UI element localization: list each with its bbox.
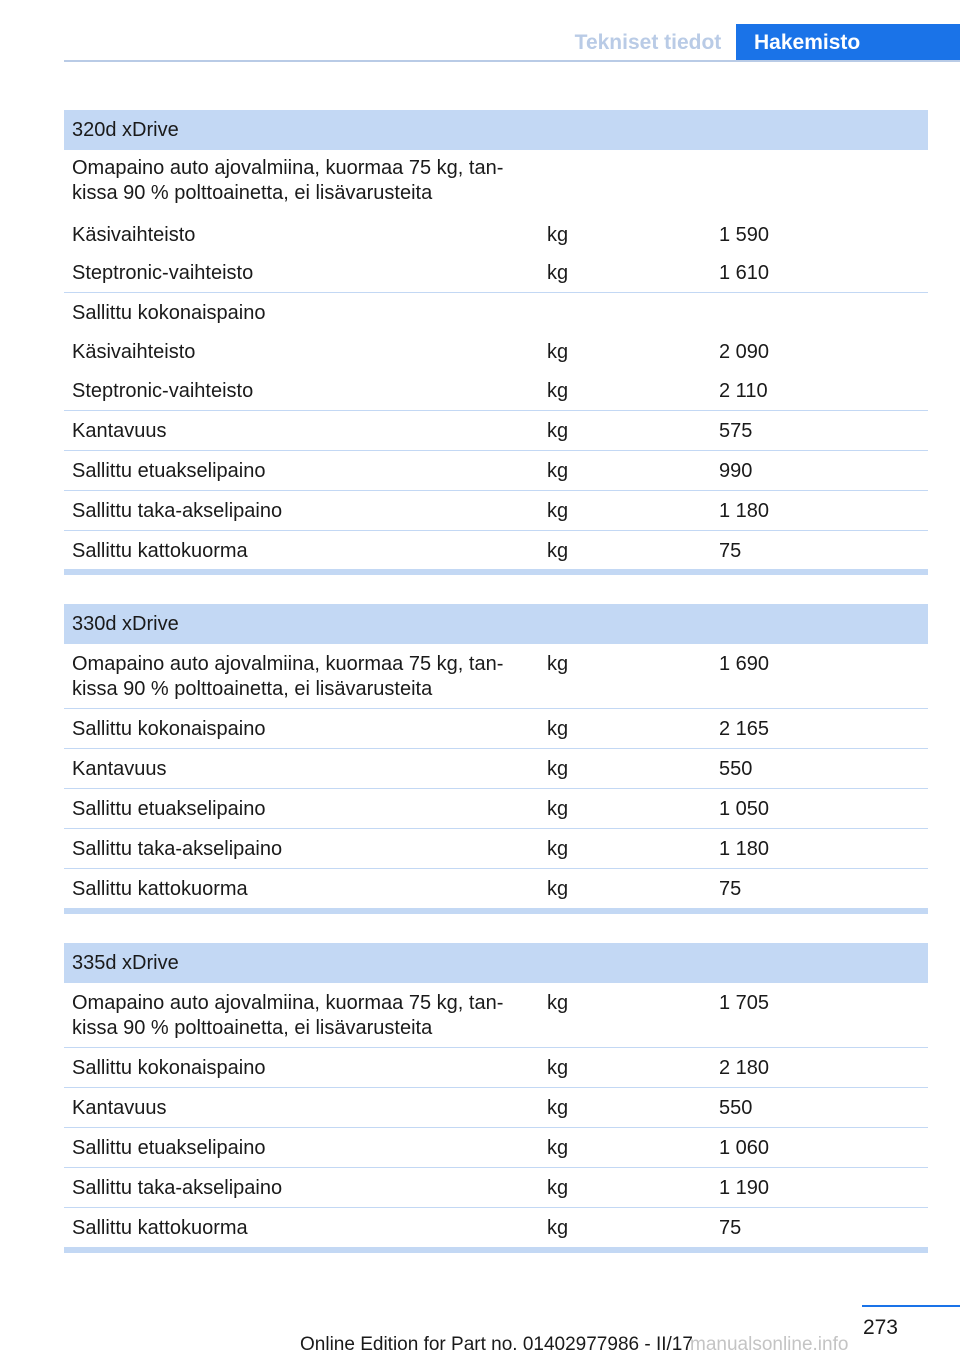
row-unit: kg: [547, 838, 569, 860]
tab-hakemisto[interactable]: Hakemisto: [736, 24, 960, 62]
row-value: 1 180: [719, 500, 770, 522]
row-value: 2 090: [719, 341, 770, 363]
row-unit: kg: [547, 262, 569, 284]
header-divider: [64, 60, 960, 62]
row-unit: kg: [547, 653, 569, 675]
row-unit: kg: [547, 341, 569, 363]
table-row: [64, 983, 928, 1048]
row-value: 2 180: [719, 1057, 770, 1079]
row-label: Sallittu kattokuorma: [72, 540, 248, 562]
table-title: 335d xDrive: [64, 943, 928, 983]
row-unit: kg: [547, 758, 569, 780]
table-row: [64, 1128, 928, 1168]
row-value: 75: [719, 540, 742, 562]
row-unit: kg: [547, 1097, 569, 1119]
table-row: [64, 869, 928, 908]
row-unit: kg: [547, 798, 569, 820]
row-label: Sallittu etuakselipaino: [72, 1137, 266, 1159]
tab-tekniset-tiedot[interactable]: Tekniset tiedot: [574, 31, 722, 54]
row-value: 1 180: [719, 838, 770, 860]
table-row: [64, 789, 928, 829]
row-label: Sallittu kattokuorma: [72, 878, 248, 900]
row-unit: kg: [547, 420, 569, 442]
table-row: [64, 749, 928, 789]
row-label: Käsivaihteisto: [72, 341, 196, 363]
page-number: 273: [862, 1316, 898, 1339]
table-title: 330d xDrive: [64, 604, 928, 644]
row-unit: kg: [547, 1137, 569, 1159]
table-row: [64, 371, 928, 411]
table-bottom-rule: [64, 569, 928, 575]
row-label: Sallittu taka-akselipaino: [72, 838, 283, 860]
row-value: 990: [719, 460, 753, 482]
table-row: [64, 1048, 928, 1088]
row-value: 1 060: [719, 1137, 770, 1159]
row-value: 1 610: [719, 262, 770, 284]
row-value: 1 190: [719, 1177, 770, 1199]
row-value: 1 050: [719, 798, 770, 820]
row-unit: kg: [547, 992, 569, 1014]
row-unit: kg: [547, 500, 569, 522]
edition-text: Online Edition for Part no. 01402977986 - II/17: [300, 1334, 693, 1355]
row-value: 1 705: [719, 992, 770, 1014]
table-row: [64, 644, 928, 709]
weights-table-330d: [64, 604, 928, 914]
row-label: Sallittu taka-akselipaino: [72, 500, 283, 522]
table-row: [64, 491, 928, 531]
weights-table-335d: [64, 943, 928, 1253]
row-value: 75: [719, 878, 742, 900]
row-label: Omapaino auto ajovalmiina, kuormaa 75 kg, tan‐ kissa 90 % polttoainetta, ei lisävarusteita: [72, 992, 504, 1039]
row-label: Omapaino auto ajovalmiina, kuormaa 75 kg, tan‐ kissa 90 % polttoainetta, ei lisävarusteita: [72, 653, 504, 700]
table-row: [64, 293, 928, 332]
row-label: Sallittu taka-akselipaino: [72, 1177, 283, 1199]
row-label: Sallittu kattokuorma: [72, 1217, 248, 1239]
row-unit: kg: [547, 1057, 569, 1079]
row-label: Steptronic-vaihteisto: [72, 380, 254, 402]
row-unit: kg: [547, 1177, 569, 1199]
table-row: [64, 709, 928, 749]
table-bottom-rule: [64, 908, 928, 914]
row-unit: kg: [547, 224, 569, 246]
row-unit: kg: [547, 540, 569, 562]
row-label: Sallittu etuakselipaino: [72, 460, 266, 482]
row-value: 2 110: [719, 380, 768, 402]
row-value: 2 165: [719, 718, 770, 740]
row-label: Kantavuus: [72, 1097, 167, 1119]
table-bottom-rule: [64, 1247, 928, 1253]
row-unit: kg: [547, 1217, 569, 1239]
table-row: [64, 829, 928, 869]
row-value: 550: [719, 758, 753, 780]
row-label: Sallittu kokonaispaino: [72, 1057, 266, 1079]
row-label: Steptronic-vaihteisto: [72, 262, 254, 284]
table-row: [64, 451, 928, 491]
row-label: Käsivaihteisto: [72, 224, 196, 246]
table-title: 320d xDrive: [64, 110, 928, 150]
row-unit: kg: [547, 718, 569, 740]
table-row: [64, 213, 928, 251]
row-unit: kg: [547, 380, 569, 402]
row-value: 550: [719, 1097, 753, 1119]
row-unit: kg: [547, 878, 569, 900]
table-row: [64, 1168, 928, 1208]
table-row: [64, 251, 928, 293]
table-row: [64, 411, 928, 451]
row-unit: kg: [547, 460, 569, 482]
row-label: Sallittu kokonaispaino: [72, 718, 266, 740]
row-label: Kantavuus: [72, 420, 167, 442]
row-label: Omapaino auto ajovalmiina, kuormaa 75 kg, tan‐ kissa 90 % polttoainetta, ei lisävarusteita: [72, 157, 504, 204]
table-row: [64, 1088, 928, 1128]
table-row: [64, 150, 928, 213]
table-row: [64, 531, 928, 569]
weights-table-320d: [64, 110, 928, 575]
row-value: 1 690: [719, 653, 770, 675]
watermark-text: manualsonline.info: [690, 1334, 849, 1355]
footer-divider: [862, 1305, 960, 1307]
row-value: 75: [719, 1217, 742, 1239]
table-row: [64, 1208, 928, 1247]
table-row: [64, 332, 928, 371]
row-label: Kantavuus: [72, 758, 167, 780]
row-label: Sallittu etuakselipaino: [72, 798, 266, 820]
row-value: 575: [719, 420, 753, 442]
row-value: 1 590: [719, 224, 770, 246]
page-header: [0, 0, 960, 62]
row-label: Sallittu kokonaispaino: [72, 302, 266, 324]
